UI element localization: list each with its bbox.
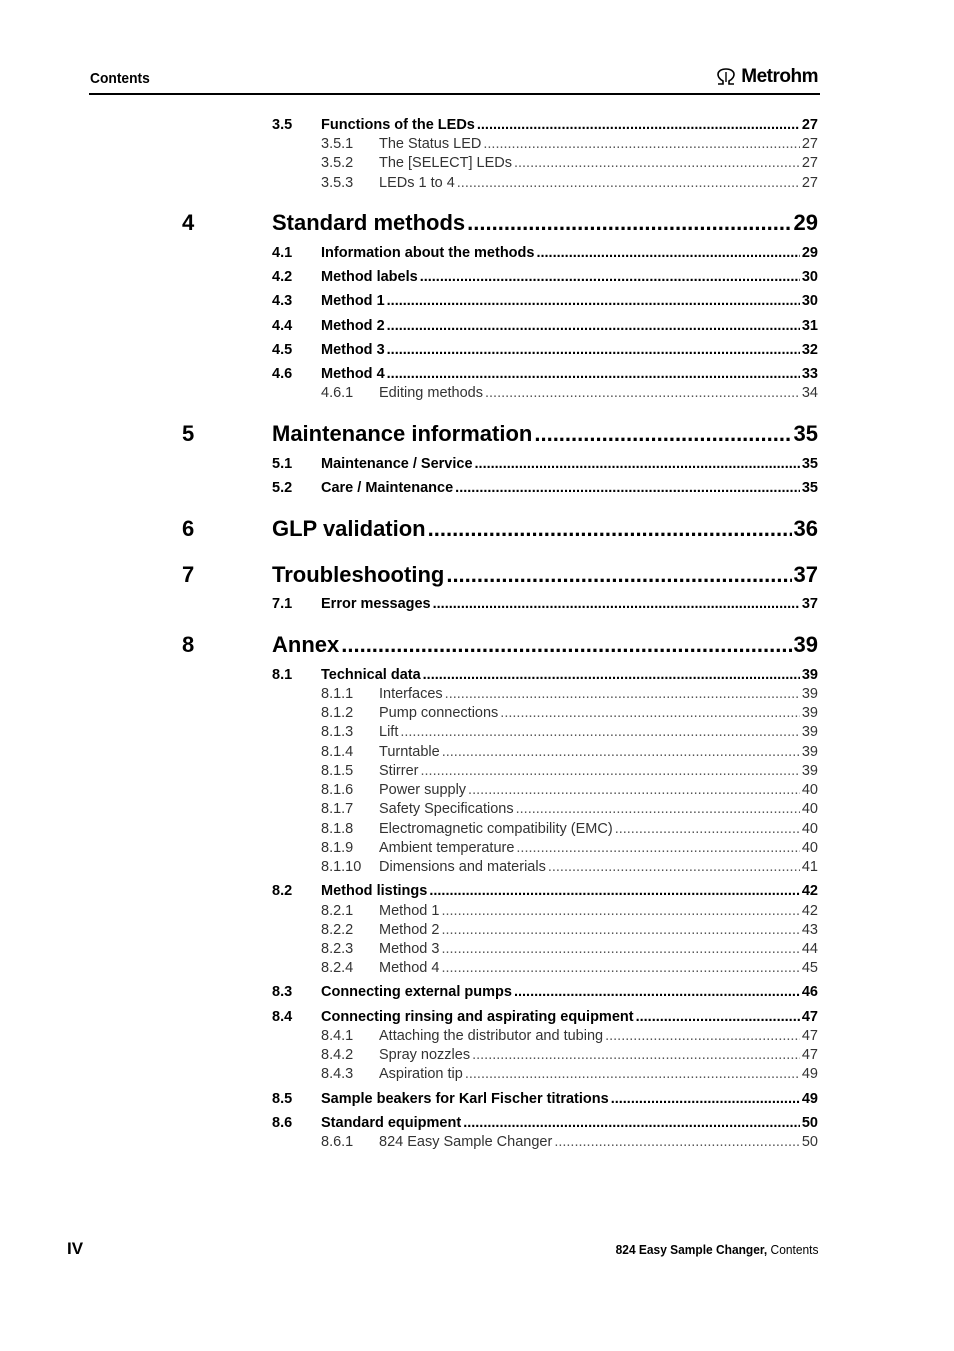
toc-entry[interactable] <box>272 245 818 261</box>
toc-entry-number: 3.5.2 <box>321 155 354 171</box>
toc-entry[interactable] <box>272 984 818 1000</box>
toc-entry-number: 8.1.8 <box>321 821 354 837</box>
toc-entry-title: Dimensions and materials <box>379 859 546 875</box>
toc-entry-number: 4.2 <box>272 269 293 285</box>
toc-entry-number: 4.6 <box>272 366 293 382</box>
toc-entry-title: Maintenance / Service <box>321 456 473 472</box>
toc-entry-number: 7.1 <box>272 596 293 612</box>
toc-entry-number: 4.6.1 <box>321 385 354 401</box>
toc-entry-title: Method 2 <box>379 922 440 938</box>
toc-entry-page: 35 <box>801 480 818 496</box>
toc-entry-number: 8 <box>182 632 195 657</box>
dot-leader <box>441 922 799 938</box>
toc-entry[interactable] <box>321 782 818 798</box>
toc-entry[interactable] <box>272 318 818 334</box>
toc-entry-number: 7 <box>182 562 195 587</box>
toc-entry[interactable] <box>321 1047 818 1063</box>
toc-entry-title: Annex <box>272 632 340 657</box>
toc-entry-title: Care / Maintenance <box>321 480 454 496</box>
toc-entry[interactable] <box>182 562 818 588</box>
toc-entry-number: 5.2 <box>272 480 293 496</box>
dot-leader <box>457 175 800 191</box>
toc-entry-title: Method 4 <box>321 366 385 382</box>
toc-entry-number: 8.6.1 <box>321 1134 354 1150</box>
toc-entry-title: Sample beakers for Karl Fischer titrations <box>321 1091 609 1107</box>
toc-entry[interactable] <box>272 667 818 683</box>
toc-entry[interactable] <box>321 903 818 919</box>
toc-entry[interactable] <box>321 840 818 856</box>
toc-entry-title: Safety Specifications <box>379 801 514 817</box>
dot-leader <box>485 385 800 401</box>
toc-entry[interactable] <box>321 744 818 760</box>
dot-leader <box>516 840 799 856</box>
dot-leader <box>514 984 800 1000</box>
toc-entry[interactable] <box>272 596 818 612</box>
toc-entry-title: Method 1 <box>379 903 440 919</box>
dot-leader <box>514 155 800 171</box>
dot-leader <box>387 366 800 382</box>
toc-entry-title: Pump connections <box>379 705 499 721</box>
toc-entry-page: 39 <box>801 667 818 683</box>
toc-entry-page: 47 <box>801 1047 818 1063</box>
toc-entry-title: The Status LED <box>379 136 482 152</box>
header-rule <box>89 93 820 95</box>
dot-leader <box>554 1134 800 1150</box>
toc-entry-title: Aspiration tip <box>379 1066 463 1082</box>
toc-entry[interactable] <box>321 1028 818 1044</box>
toc-entry-number: 8.2.4 <box>321 960 354 976</box>
dot-leader <box>429 883 800 899</box>
toc-entry-page: 27 <box>801 136 818 152</box>
toc-entry-page: 35 <box>801 456 818 472</box>
toc-entry-title: GLP validation <box>272 516 426 541</box>
toc-entry[interactable] <box>321 686 818 702</box>
toc-entry[interactable] <box>321 1066 818 1082</box>
toc-entry-number: 8.1.9 <box>321 840 354 856</box>
toc-entry-page: 39 <box>801 744 818 760</box>
toc-entry-page: 39 <box>801 705 818 721</box>
toc-entry-title: Interfaces <box>379 686 443 702</box>
toc-entry-title: LEDs 1 to 4 <box>379 175 455 191</box>
toc-entry[interactable] <box>321 922 818 938</box>
dot-leader <box>387 293 800 309</box>
toc-entry-title: Standard methods <box>272 210 466 235</box>
toc-entry-page: 49 <box>801 1066 818 1082</box>
dot-leader <box>446 562 791 588</box>
toc-entry-page: 50 <box>801 1134 818 1150</box>
toc-entry-number: 8.2 <box>272 883 293 899</box>
toc-entry[interactable] <box>272 342 818 358</box>
toc-entry-title: Power supply <box>379 782 467 798</box>
toc-entry-page: 40 <box>801 782 818 798</box>
dot-leader <box>445 686 800 702</box>
toc-entry-number: 8.1.3 <box>321 724 354 740</box>
toc-entry[interactable] <box>321 385 818 401</box>
toc-entry-page: 37 <box>801 596 818 612</box>
toc-entry-number: 8.1.6 <box>321 782 354 798</box>
toc-entry-title: Method 3 <box>321 342 385 358</box>
dot-leader <box>341 632 791 658</box>
toc-entry-title: Spray nozzles <box>379 1047 471 1063</box>
toc-entry-number: 4.4 <box>272 318 293 334</box>
toc-entry[interactable] <box>321 960 818 976</box>
toc-entry-number: 6 <box>182 516 195 541</box>
dot-leader <box>477 117 800 133</box>
toc-entry-number: 8.1.2 <box>321 705 354 721</box>
toc-entry-title: Technical data <box>321 667 421 683</box>
omega-icon <box>715 68 737 86</box>
toc-entry[interactable] <box>321 155 818 171</box>
toc-entry-page: 39 <box>801 763 818 779</box>
toc-entry-page: 30 <box>801 293 818 309</box>
toc-entry-page: 40 <box>801 801 818 817</box>
dot-leader <box>467 210 791 236</box>
dot-leader <box>548 859 800 875</box>
header-title: Contents <box>90 70 150 87</box>
toc-entry-page: 39 <box>801 686 818 702</box>
toc-entry-number: 3.5 <box>272 117 293 133</box>
dot-leader <box>534 421 791 447</box>
dot-leader <box>536 245 799 261</box>
dot-leader <box>605 1028 800 1044</box>
toc-entry-title: Method 4 <box>379 960 440 976</box>
metrohm-logo <box>715 66 818 88</box>
toc-entry-title: Attaching the distributor and tubing <box>379 1028 604 1044</box>
dot-leader <box>472 1047 800 1063</box>
toc-entry-title: Method listings <box>321 883 428 899</box>
toc-entry-title: Maintenance information <box>272 421 533 446</box>
toc-entry-number: 8.2.2 <box>321 922 354 938</box>
toc-entry-number: 8.1.5 <box>321 763 354 779</box>
toc-entry[interactable] <box>272 1115 818 1131</box>
dot-leader <box>465 1066 800 1082</box>
toc-entry-page: 50 <box>801 1115 818 1131</box>
toc-entry[interactable] <box>272 117 818 133</box>
toc-entry-page: 44 <box>801 941 818 957</box>
toc-entry-title: Turntable <box>379 744 440 760</box>
toc-entry-number: 8.2.3 <box>321 941 354 957</box>
dot-leader <box>423 667 800 683</box>
toc-entry-title: Stirrer <box>379 763 419 779</box>
toc-entry[interactable] <box>272 456 818 472</box>
toc-entry[interactable] <box>321 175 818 191</box>
toc-entry[interactable] <box>321 705 818 721</box>
toc-entry-number: 8.6 <box>272 1115 293 1131</box>
toc-entry-title: Information about the methods <box>321 245 535 261</box>
toc-entry-page: 40 <box>801 821 818 837</box>
toc-entry-page: 47 <box>801 1009 818 1025</box>
toc-entry[interactable] <box>272 1091 818 1107</box>
toc-entry-number: 8.1.4 <box>321 744 354 760</box>
toc-entry-number: 8.5 <box>272 1091 293 1107</box>
toc-entry[interactable] <box>272 883 818 899</box>
toc-entry-number: 3.5.3 <box>321 175 354 191</box>
toc-entry-title: Troubleshooting <box>272 562 445 587</box>
toc-entry-page: 42 <box>801 903 818 919</box>
toc-entry-page: 47 <box>801 1028 818 1044</box>
dot-leader <box>615 821 800 837</box>
toc-entry[interactable] <box>272 1009 818 1025</box>
toc-entry-number: 8.1 <box>272 667 293 683</box>
toc-entry-page: 31 <box>801 318 818 334</box>
toc-entry-page: 45 <box>801 960 818 976</box>
toc-entry-page: 41 <box>801 859 818 875</box>
toc-entry-page: 40 <box>801 840 818 856</box>
toc-entry-title: Standard equipment <box>321 1115 462 1131</box>
toc-entry-title: Method 3 <box>379 941 440 957</box>
dot-leader <box>420 269 800 285</box>
toc-entry-page: 42 <box>801 883 818 899</box>
toc-entry-number: 8.1.1 <box>321 686 354 702</box>
toc-entry[interactable] <box>182 210 818 236</box>
footer-section: Contents <box>770 1242 818 1257</box>
dot-leader <box>441 941 799 957</box>
dot-leader <box>441 903 799 919</box>
toc-entry-number: 8.1.7 <box>321 801 354 817</box>
toc-entry-number: 8.3 <box>272 984 293 1000</box>
footer-product: 824 Easy Sample Changer, <box>615 1242 767 1257</box>
toc-entry-page: 35 <box>793 421 818 446</box>
dot-leader <box>387 342 800 358</box>
toc-entry[interactable] <box>321 763 818 779</box>
toc-entry-page: 34 <box>801 385 818 401</box>
toc-entry-page: 46 <box>801 984 818 1000</box>
footer-page-number: IV <box>67 1239 84 1258</box>
toc-entry-title: Connecting rinsing and aspirating equipment <box>321 1009 634 1025</box>
toc-entry-title: Method labels <box>321 269 418 285</box>
toc-entry[interactable] <box>182 421 818 447</box>
toc-entry-title: Method 2 <box>321 318 385 334</box>
toc-entry-title: Editing methods <box>379 385 483 401</box>
toc-entry[interactable] <box>272 293 818 309</box>
dot-leader <box>441 960 799 976</box>
toc-entry-number: 4.1 <box>272 245 293 261</box>
toc-entry[interactable] <box>272 269 818 285</box>
toc-entry-title: Lift <box>379 724 399 740</box>
toc-entry-page: 39 <box>801 724 818 740</box>
dot-leader <box>400 724 800 740</box>
toc-entry-title: Functions of the LEDs <box>321 117 475 133</box>
toc-entry-page: 49 <box>801 1091 818 1107</box>
toc-entry-number: 5 <box>182 421 195 446</box>
toc-entry-number: 8.2.1 <box>321 903 354 919</box>
toc-entry-page: 37 <box>793 562 818 587</box>
toc-entry-page: 29 <box>793 210 818 235</box>
toc-entry-number: 8.4.1 <box>321 1028 354 1044</box>
toc-entry-number: 4 <box>182 210 195 235</box>
logo-text: Metrohm <box>741 66 818 87</box>
toc-entry[interactable] <box>182 516 818 542</box>
dot-leader <box>516 801 800 817</box>
toc-entry-title: Electromagnetic compatibility (EMC) <box>379 821 613 837</box>
toc-entry-page: 27 <box>801 117 818 133</box>
dot-leader <box>500 705 800 721</box>
toc-entry-page: 27 <box>801 155 818 171</box>
toc-entry-page: 32 <box>801 342 818 358</box>
toc-entry[interactable] <box>321 724 818 740</box>
toc-entry-page: 27 <box>801 175 818 191</box>
toc-entry-page: 43 <box>801 922 818 938</box>
dot-leader <box>463 1115 800 1131</box>
dot-leader <box>475 456 800 472</box>
dot-leader <box>420 763 799 779</box>
toc-entry-page: 29 <box>801 245 818 261</box>
toc-entry[interactable] <box>321 941 818 957</box>
toc-entry-page: 33 <box>801 366 818 382</box>
toc-entry-number: 8.4.3 <box>321 1066 354 1082</box>
toc-entry[interactable] <box>321 801 818 817</box>
toc-entry-number: 4.5 <box>272 342 293 358</box>
dot-leader <box>468 782 800 798</box>
toc-entry[interactable] <box>321 821 818 837</box>
toc-entry-title: Error messages <box>321 596 431 612</box>
footer-document-title <box>615 1242 818 1257</box>
toc-entry-title: Connecting external pumps <box>321 984 512 1000</box>
toc-entry[interactable] <box>272 366 818 382</box>
toc-entry-page: 30 <box>801 269 818 285</box>
dot-leader <box>611 1091 800 1107</box>
toc-entry-title: Method 1 <box>321 293 385 309</box>
dot-leader <box>387 318 800 334</box>
dot-leader <box>442 744 800 760</box>
toc-entry[interactable] <box>321 859 818 875</box>
toc-entry-number: 4.3 <box>272 293 293 309</box>
toc-entry-title: The [SELECT] LEDs <box>379 155 512 171</box>
toc-entry-title: Ambient temperature <box>379 840 515 856</box>
toc-entry-number: 3.5.1 <box>321 136 354 152</box>
toc-entry-number: 5.1 <box>272 456 293 472</box>
dot-leader <box>455 480 800 496</box>
toc-entry-title: 824 Easy Sample Changer <box>379 1134 553 1150</box>
toc-entry-page: 36 <box>793 516 818 541</box>
toc-entry-number: 8.4.2 <box>321 1047 354 1063</box>
dot-leader <box>428 516 792 542</box>
toc-entry[interactable] <box>272 480 818 496</box>
toc-entry-number: 8.4 <box>272 1009 293 1025</box>
toc-entry-number: 8.1.10 <box>321 859 362 875</box>
toc-entry[interactable] <box>321 1134 818 1150</box>
toc-entry[interactable] <box>321 136 818 152</box>
toc-entry-page: 39 <box>793 632 818 657</box>
dot-leader <box>636 1009 800 1025</box>
toc-entry[interactable] <box>182 632 818 658</box>
dot-leader <box>483 136 800 152</box>
dot-leader <box>433 596 800 612</box>
